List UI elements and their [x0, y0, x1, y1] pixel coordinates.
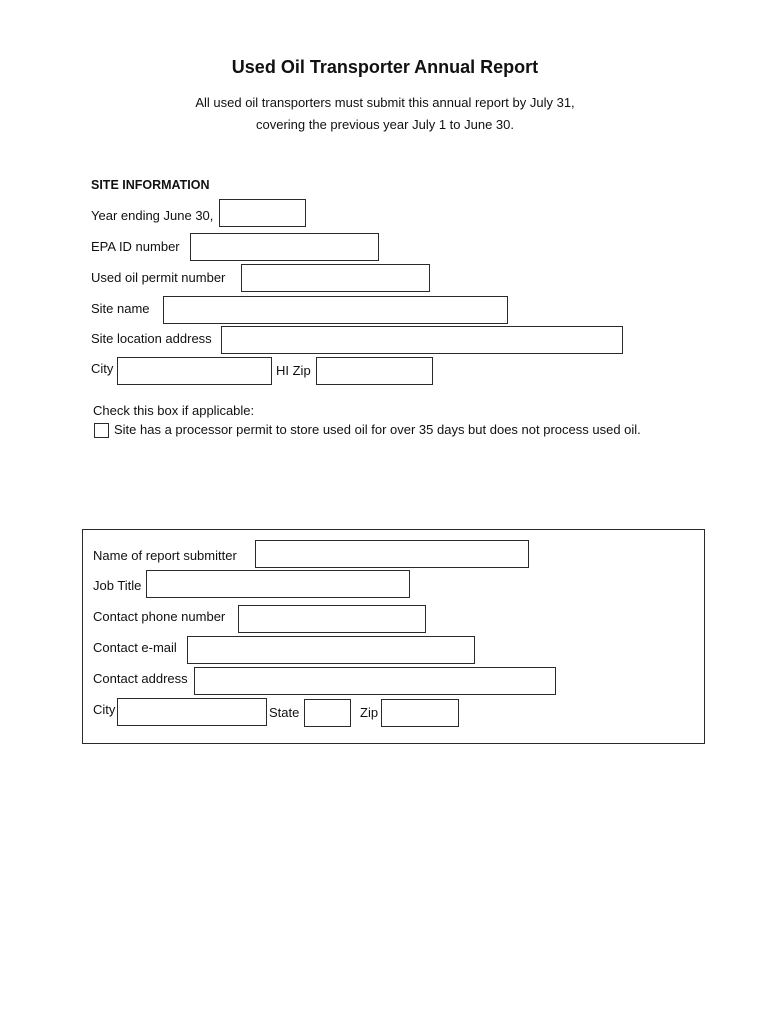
- contact-zip-field[interactable]: [381, 699, 459, 727]
- submitter-name-field[interactable]: [255, 540, 529, 568]
- job-title-label: Job Title: [93, 578, 142, 593]
- submitter-name-label: Name of report submitter: [93, 548, 237, 563]
- site-address-label: Site location address: [91, 331, 212, 346]
- contact-city-field[interactable]: [117, 698, 267, 726]
- permit-number-label: Used oil permit number: [91, 270, 226, 285]
- site-name-field[interactable]: [163, 296, 508, 324]
- site-city-label: City: [91, 361, 114, 376]
- page-title: Used Oil Transporter Annual Report: [231, 57, 539, 77]
- contact-phone-label: Contact phone number: [93, 609, 226, 624]
- contact-address-label: Contact address: [93, 671, 188, 686]
- site-address-field[interactable]: [221, 326, 623, 354]
- applicable-prompt: Check this box if applicable:: [93, 403, 255, 418]
- site-zip-field[interactable]: [316, 357, 433, 385]
- site-city-field[interactable]: [117, 357, 272, 385]
- contact-zip-label: Zip: [360, 705, 379, 720]
- contact-address-field[interactable]: [194, 667, 556, 695]
- processor-permit-label: Site has a processor permit to store used oil for over 35 days but does not process used oil.: [114, 422, 641, 437]
- contact-email-label: Contact e-mail: [93, 640, 177, 655]
- site-information-heading: SITE INFORMATION: [91, 178, 210, 192]
- job-title-field[interactable]: [146, 570, 410, 598]
- contact-email-field[interactable]: [187, 636, 475, 664]
- site-name-label: Site name: [91, 301, 150, 316]
- intro-text-line-2: covering the previous year July 1 to June 30.: [256, 117, 514, 132]
- epa-id-label: EPA ID number: [91, 239, 180, 254]
- contact-state-field[interactable]: [304, 699, 351, 727]
- processor-permit-checkbox[interactable]: [94, 423, 109, 438]
- year-ending-field[interactable]: [219, 199, 306, 227]
- epa-id-field[interactable]: [190, 233, 379, 261]
- permit-number-field[interactable]: [241, 264, 430, 292]
- year-ending-label: Year ending June 30,: [91, 208, 214, 223]
- site-state-zip-label: HI Zip: [276, 363, 311, 378]
- contact-state-label: State: [269, 705, 300, 720]
- contact-city-label: City: [93, 702, 116, 717]
- intro-text-line-1: All used oil transporters must submit this annual report by July 31,: [195, 95, 575, 110]
- contact-phone-field[interactable]: [238, 605, 426, 633]
